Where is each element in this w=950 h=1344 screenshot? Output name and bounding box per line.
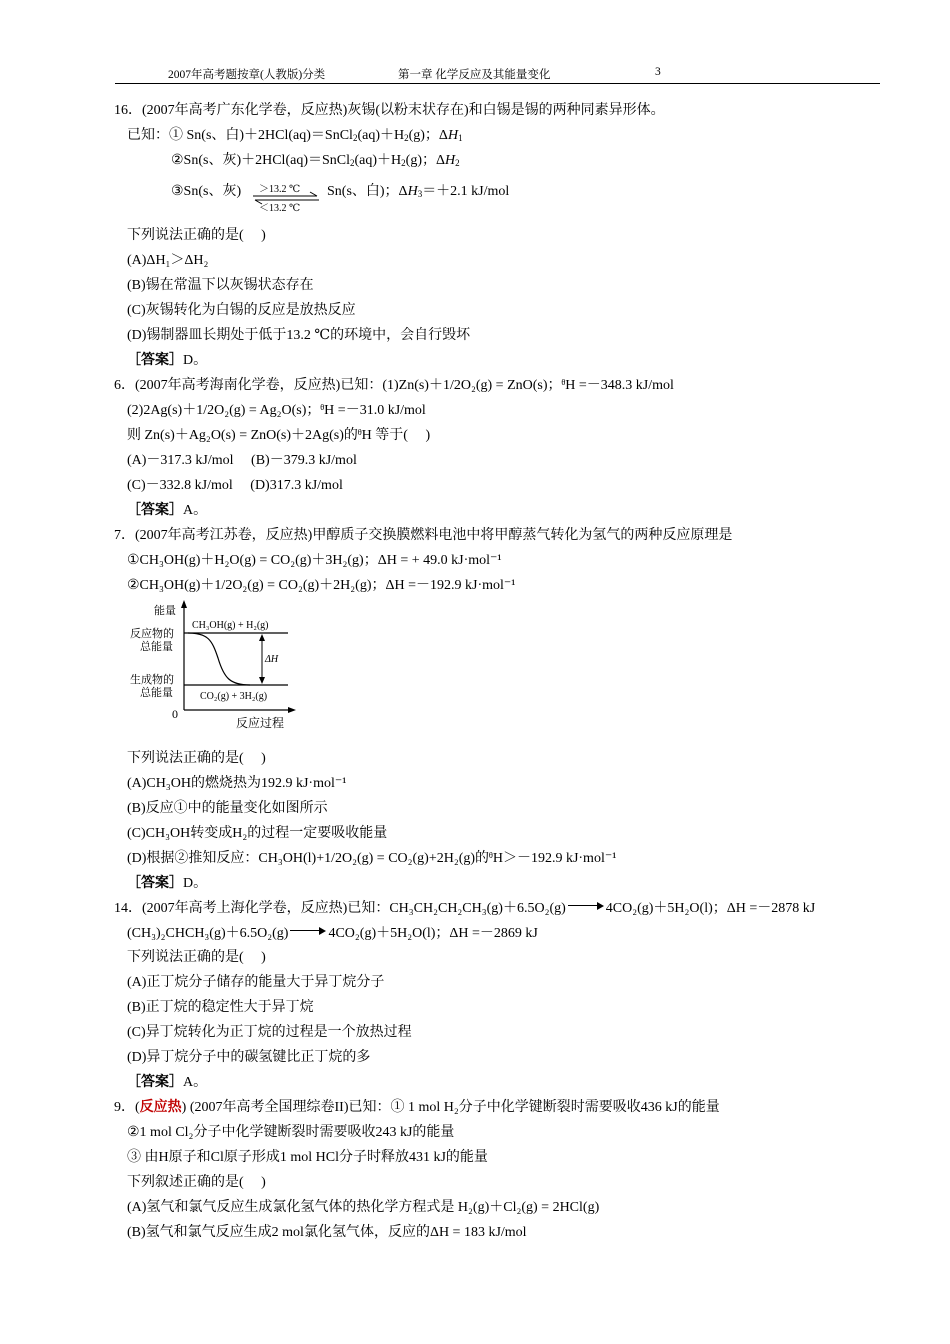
q7-option-c: (C)CH₃OH转变成H₂的过程一定要吸收能量 xyxy=(127,826,388,841)
q6-line3: 则 Zn(s)＋Ag₂O(s) = ZnO(s)＋2Ag(s)的ᶿH 等于( ) xyxy=(127,428,431,443)
q16-option-d: (D)锡制器皿长期处于低于13.2 ℃的环境中，会自行毁坏 xyxy=(127,328,471,343)
q9-option-b: (B)氢气和氯气反应生成2 mol氯化氢气体，反应的ΔH = 183 kJ/mol xyxy=(127,1225,527,1240)
svg-text:ΔH: ΔH xyxy=(265,654,279,665)
equilibrium-arrow xyxy=(253,181,319,215)
svg-text:CO₂(g) + 3H₂(g): CO₂(g) + 3H₂(g) xyxy=(200,691,268,702)
header-rule xyxy=(115,83,880,84)
q14-option-b: (B)正丁烷的稳定性大于异丁烷 xyxy=(127,1000,314,1015)
q7-answer: ［答案］D。 xyxy=(127,876,208,891)
svg-text:反应物的: 反应物的 xyxy=(130,628,174,640)
svg-text:能量: 能量 xyxy=(154,605,176,617)
q9-line2: ②1 mol Cl₂分子中化学键断裂时需要吸收243 kJ的能量 xyxy=(127,1125,455,1140)
q9-line3: ③ 由H原子和Cl原子形成1 mol HCl分子时释放431 kJ的能量 xyxy=(127,1150,488,1165)
q14-option-a: (A)正丁烷分子储存的能量大于异丁烷分子 xyxy=(127,975,385,990)
page-number: 3 xyxy=(655,66,661,78)
q9-ask: 下列叙述正确的是( ) xyxy=(127,1175,266,1190)
q6-answer: ［答案］A。 xyxy=(127,503,208,518)
svg-text:总能量: 总能量 xyxy=(140,687,173,699)
svg-text:反应过程: 反应过程 xyxy=(236,716,285,730)
q6-options-ab: (A)－317.3 kJ/mol (B)－379.3 kJ/mol xyxy=(127,453,357,468)
q16-option-b: (B)锡在常温下以灰锡状态存在 xyxy=(127,278,314,293)
header-chapter: 第一章 化学反应及其能量变化 xyxy=(398,69,551,81)
reaction-arrow-icon xyxy=(290,927,326,935)
svg-text:CH₃OH(g) + H₂(g): CH₃OH(g) + H₂(g) xyxy=(192,620,269,631)
svg-text:＞13.2 ℃: ＞13.2 ℃ xyxy=(259,184,301,195)
q7-ask: 下列说法正确的是( ) xyxy=(127,751,266,766)
q16-ask: 下列说法正确的是( ) xyxy=(127,228,266,243)
q7-stem: 7．(2007年高考江苏卷，反应热)甲醇质子交换膜燃料电池中将甲醇蒸气转化为氢气的两种反应原理是 xyxy=(114,528,733,543)
q6-stem: 6．(2007年高考海南化学卷，反应热)已知：(1)Zn(s)＋1/2O₂(g) = ZnO(s)；ᶿH =－348.3 kJ/mol xyxy=(114,378,674,393)
q9-stem: 9．(反应热) (2007年高考全国理综卷II)已知：① 1 mol H₂分子中化学键断裂时需要吸收436 kJ的能量 xyxy=(114,1100,720,1115)
reaction-arrow-icon xyxy=(568,902,604,910)
header-left: 2007年高考题按章(人教版)分类 xyxy=(168,69,326,81)
q16-eq2: ②Sn(s、灰)$+2HCl(aq)=SnCl_2(aq)+H_2(g)$；$\Delta H_2$ xyxy=(171,153,460,168)
svg-text:＜13.2 ℃: ＜13.2 ℃ xyxy=(259,203,301,214)
q16-eq1: 已知：① Sn(s、白)$+2HCl(aq)=SnCl_2(aq)+H_2(g)$；$\Delta H_1$ xyxy=(127,128,463,143)
q9-option-a: (A)氢气和氯气反应生成氯化氢气体的热化学方程式是 H₂(g)＋Cl₂(g) = 2HCl(g) xyxy=(127,1200,600,1215)
q14-line2: (CH₃)₂CHCH₃(g)＋6.5O₂(g) 4CO₂(g)＋5H₂O(l)；ΔH =－2869 kJ xyxy=(127,926,538,941)
energy-diagram xyxy=(128,600,298,740)
q6-line2: (2)2Ag(s)＋1/2O₂(g) = Ag₂O(s)；ᶿH =－31.0 kJ/mol xyxy=(127,403,426,418)
q14-stem: 14．(2007年高考上海化学卷，反应热)已知：CH₃CH₂CH₂CH₃(g)＋6.5O₂(g) 4CO₂(g)＋5H₂O(l)；ΔH =－2878 kJ xyxy=(114,901,816,916)
q14-option-c: (C)异丁烷转化为正丁烷的过程是一个放热过程 xyxy=(127,1025,412,1040)
svg-text:总能量: 总能量 xyxy=(140,641,173,653)
svg-text:0: 0 xyxy=(172,707,178,721)
q14-ask: 下列说法正确的是( ) xyxy=(127,950,266,965)
svg-text:生成物的: 生成物的 xyxy=(130,674,174,686)
q16-option-a: (A)ΔH₁＞ΔH₂ xyxy=(127,253,209,268)
q16-eq3-left: ③Sn(s、灰) xyxy=(171,184,242,199)
q16-stem: 16．(2007年高考广东化学卷，反应热)灰锡(以粉末状存在)和白锡是锡的两种同素异形体。 xyxy=(114,103,665,118)
q16-option-c: (C)灰锡转化为白锡的反应是放热反应 xyxy=(127,303,356,318)
q16-answer: ［答案］D。 xyxy=(127,353,208,368)
q7-eq2: ②CH₃OH(g)＋1/2O₂(g) = CO₂(g)＋2H₂(g)；ΔH =－192.9 kJ·mol⁻¹ xyxy=(127,578,516,593)
q14-answer: ［答案］A。 xyxy=(127,1075,208,1090)
q7-option-b: (B)反应①中的能量变化如图所示 xyxy=(127,801,328,816)
q7-option-d: (D)根据②推知反应：CH₃OH(l)+1/2O₂(g) = CO₂(g)+2H₂(g)的ᶿH＞－192.9 kJ·mol⁻¹ xyxy=(127,851,617,866)
q14-option-d: (D)异丁烷分子中的碳氢键比正丁烷的多 xyxy=(127,1050,371,1065)
q6-options-cd: (C)－332.8 kJ/mol (D)317.3 kJ/mol xyxy=(127,478,343,493)
q16-eq3-right: Sn(s、白)；$\Delta H_3=+2.1$ kJ/mol xyxy=(327,184,510,199)
q7-option-a: (A)CH₃OH的燃烧热为192.9 kJ·mol⁻¹ xyxy=(127,776,347,791)
q7-eq1: ①CH₃OH(g)＋H₂O(g) = CO₂(g)＋3H₂(g)；ΔH = + 49.0 kJ·mol⁻¹ xyxy=(127,553,502,568)
